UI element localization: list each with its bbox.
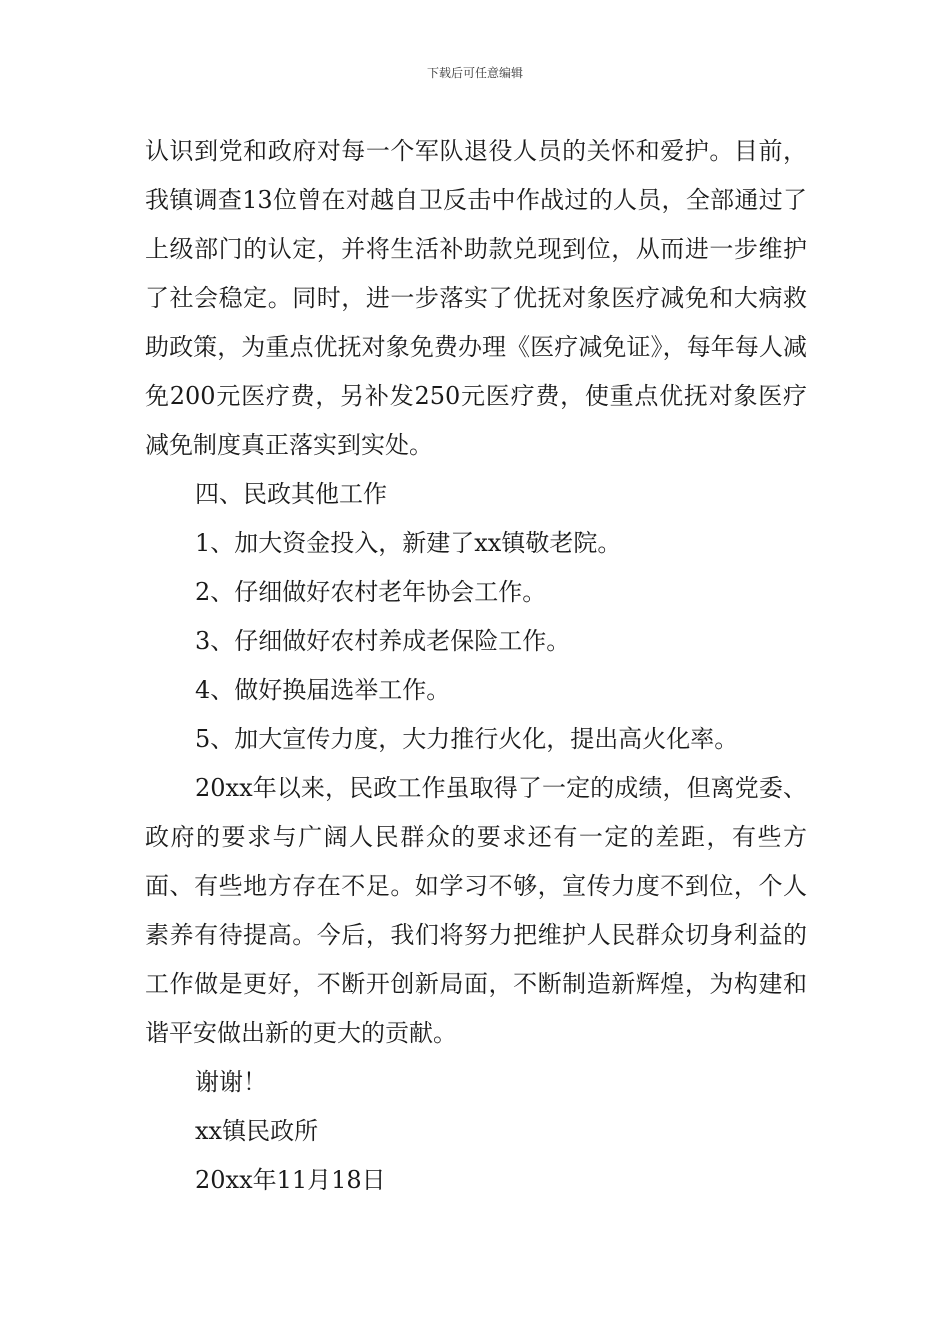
closing-thanks: 谢谢！: [195, 1068, 267, 1096]
list-item: 1、加大资金投入，新建了xx镇敬老院。: [195, 529, 622, 557]
list-item: 2、仔细做好农村老年协会工作。: [195, 578, 547, 606]
page-header: 下载后可任意编辑: [426, 66, 523, 80]
summary-paragraph: 20xx年以来，民政工作虽取得了一定的成绩，但离党委、政府的要求与广阔人民群众的要求还有一定的差距，有些方面、有些地方存在不足。如学习不够，宣传力度不到位，个人素养有待提高。今后，我们将努力把维护人民群众切身利益的工作做是更好，不断开创新局面，不断制造新辉煌，为构建和谐平安做出新的更大的贡献。: [145, 774, 807, 1047]
paragraph-continuation: 认识到党和政府对每一个军队退役人员的关怀和爱护。目前，我镇调查13位曾在对越自卫反击中作战过的人员，全部通过了上级部门的认定，并将生活补助款兑现到位，从而进一步维护了社会稳定。同时，进一步落实了优抚对象医疗减免和大病救助政策，为重点优抚对象免费办理《医疗减免证》，每年每人减免200元医疗费，另补发250元医疗费，使重点优抚对象医疗减免制度真正落实到实处。: [145, 137, 807, 459]
signature-organization: xx镇民政所: [195, 1117, 319, 1145]
section-heading: 四、民政其他工作: [195, 480, 387, 508]
document-body: [145, 127, 807, 1205]
list-item: 5、加大宣传力度，大力推行火化，提出高火化率。: [195, 725, 739, 753]
list-item: 4、做好换届选举工作。: [195, 676, 451, 704]
list-item: 3、仔细做好农村养成老保险工作。: [195, 627, 571, 655]
signature-date: 20xx年11月18日: [195, 1166, 386, 1194]
